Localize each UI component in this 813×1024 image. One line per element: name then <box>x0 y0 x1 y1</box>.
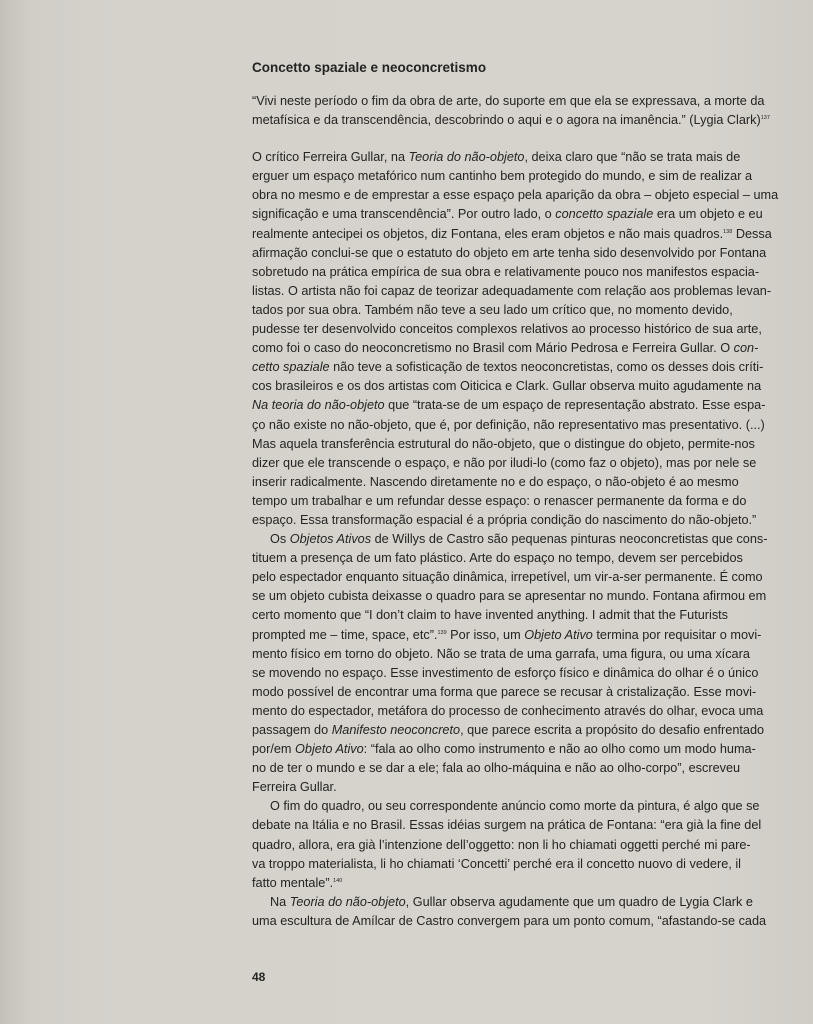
text-span: , que parece escrita a propósito do desafio enfrentado <box>460 723 765 737</box>
text-span: , deixa claro que “não se trata mais de <box>524 150 741 165</box>
text-line <box>252 435 813 454</box>
epigraph-quote <box>252 92 813 130</box>
body-text <box>252 92 813 931</box>
italic-text: Objeto Ativo <box>524 627 593 642</box>
italic-text: Manifesto neoconcreto <box>331 723 461 737</box>
text-line <box>252 320 813 339</box>
text-span: quadro, allora, era già l’intenzione dell’oggetto: non li ho chiamati oggetti perché mi pare- <box>252 837 751 852</box>
footnote-ref: 139 <box>437 629 447 636</box>
text-span: significação e uma transcendência”. Por outro lado, o <box>252 207 556 222</box>
text-span: passagem do <box>252 723 332 737</box>
text-span: mento do espectador, metáfora do processo de conhecimento através do olhar, evoca uma <box>252 703 764 718</box>
text-line <box>252 244 813 263</box>
text-span: tituem a presença de um fato plástico. Arte do espaço no tempo, devem ser percebidos <box>252 551 743 566</box>
text-span: se movendo no espaço. Esse investimento de esforço físico e dinâmica do olhar é o único <box>252 665 759 680</box>
text-line <box>252 358 813 377</box>
text-span: Ferreira Gullar. <box>252 780 337 795</box>
italic-text: cetto spaziale <box>252 360 330 375</box>
text-line <box>252 702 813 721</box>
text-span: afirmação conclui-se que o estatuto do objeto em arte tenha sido desenvolvido por Fontana <box>252 245 767 260</box>
text-line <box>252 167 813 186</box>
text-span: obra no mesmo e de emprestar a esse espaço pela aparição da obra – objeto especial – uma <box>252 188 779 203</box>
text-line <box>252 587 813 606</box>
text-line <box>252 339 813 358</box>
text-span: , Gullar observa agudamente que um quadro de Lygia Clark e <box>405 894 753 909</box>
text-span: se um objeto cubista deixasse o quadro para se apresentar no mundo. Fontana afirmou em <box>252 589 767 604</box>
text-span: prompted me – time, space, etc”. <box>252 627 438 642</box>
text-span: Na <box>270 894 290 909</box>
text-span: Mas aquela transferência estrutural do não-objeto, que o distingue do objeto, permite-nos <box>252 436 755 451</box>
text-line <box>252 282 813 301</box>
text-line <box>252 893 813 912</box>
text-span: Por isso, um <box>446 627 525 642</box>
text-span: listas. O artista não foi capaz de teorizar adequadamente com relação aos problemas levan- <box>252 283 772 298</box>
text-span: cos brasileiros e os dos artistas com Oiticica e Clark. Gullar observa muito agudamente na <box>252 379 762 394</box>
text-span: modo possível de encontrar uma forma que parece se recusar à cristalização. Esse movi- <box>252 684 757 699</box>
text-line <box>252 874 813 893</box>
text-line <box>252 416 813 435</box>
text-span: O fim do quadro, ou seu correspondente anúncio como morte da pintura, é algo que se <box>270 799 760 814</box>
italic-text: Teoria do não-objeto <box>408 150 525 165</box>
text-span: Os <box>270 532 290 547</box>
text-span: tempo um trabalhar e um refundar desse espaço: o renascer permanente da forma e do <box>252 493 747 508</box>
text-line <box>252 454 813 473</box>
text-line <box>252 855 813 874</box>
text-span: realmente antecipei os objetos, diz Fontana, eles eram objetos e não mais quadros. <box>252 226 724 241</box>
text-span: metafísica e da transcendência, descobrindo o aqui e o agora na imanência.” (Lygia Clark) <box>252 113 761 128</box>
text-span: debate na Itália e no Brasil. Essas idéias surgem na prática de Fontana: “era già la fine del <box>252 818 762 833</box>
text-span: : “fala ao olho como instrumento e não ao olho como um modo huma- <box>363 742 756 757</box>
text-span: uma escultura de Amílcar de Castro convergem para um ponto comum, “afastando-se cada <box>252 913 767 928</box>
text-line <box>252 186 813 205</box>
text-span: termina por requisitar o movi- <box>592 627 762 642</box>
text-line <box>252 721 813 740</box>
text-line <box>252 912 813 931</box>
page-number: 48 <box>252 970 266 984</box>
text-line <box>252 664 813 683</box>
text-line <box>252 778 813 797</box>
text-span: va troppo materialista, li ho chiamati ‘Concetti’ perché era il concetto nuovo di vedere, il <box>252 856 741 871</box>
text-line <box>252 740 813 759</box>
text-span: não teve a sofisticação de textos neoconcretistas, como os desses dois críti- <box>329 360 764 375</box>
text-line <box>252 645 813 664</box>
text-span: inserir radicalmente. Nascendo diretamente no e do espaço, o não-objeto é ao mesmo <box>252 474 739 489</box>
epigraph-line <box>252 111 813 130</box>
text-span: Dessa <box>732 226 772 241</box>
text-span: ço não existe no não-objeto, que é, por definição, não representativo mas presentativo. (...) <box>252 417 765 432</box>
footnote-ref: 140 <box>333 877 343 884</box>
text-span: por/em <box>252 742 296 757</box>
text-span: espaço. Essa transformação espacial é a própria condição do nascimento do não-objeto.” <box>252 512 757 527</box>
text-line <box>252 301 813 320</box>
text-span: como foi o caso do neoconcretismo no Brasil com Mário Pedrosa e Ferreira Gullar. O <box>252 341 734 356</box>
text-line <box>252 530 813 549</box>
italic-text: concetto spaziale <box>555 207 654 222</box>
italic-text: Teoria do não-objeto <box>289 894 406 909</box>
text-line <box>252 836 813 855</box>
section-heading: Concetto spaziale e neoconcretismo <box>252 60 487 75</box>
epigraph-line <box>252 92 813 111</box>
text-line <box>252 511 813 530</box>
text-line <box>252 148 813 167</box>
text-span: certo momento que “I don’t claim to have invented anything. I admit that the Futurists <box>252 608 729 623</box>
italic-text: Objetos Ativos <box>289 532 372 547</box>
text-line <box>252 377 813 396</box>
italic-text: Na teoria do não-objeto <box>252 398 385 413</box>
body-paragraphs <box>252 148 813 931</box>
italic-text: con- <box>733 341 759 356</box>
text-span: sobretudo na prática empírica de sua obra e relativamente pouco nos manifestos espacia- <box>252 264 760 279</box>
text-span: erguer um espaço metafórico num cantinho bem protegido do mundo, e sim de realizar a <box>252 169 753 184</box>
text-line <box>252 626 813 645</box>
text-line <box>252 759 813 778</box>
text-line <box>252 683 813 702</box>
text-line <box>252 568 813 587</box>
text-span: O crítico Ferreira Gullar, na <box>252 150 409 165</box>
text-line <box>252 205 813 224</box>
text-span: fatto mentale”. <box>252 875 334 890</box>
text-line <box>252 492 813 511</box>
paragraph-gap <box>252 130 813 148</box>
text-line <box>252 225 813 244</box>
text-line <box>252 396 813 415</box>
text-span: mento físico em torno do objeto. Não se trata de uma garrafa, uma figura, ou uma xícara <box>252 646 750 661</box>
text-span: de Willys de Castro são pequenas pinturas neoconcretistas que cons- <box>371 532 768 547</box>
text-span: que “trata-se de um espaço de representação abstrato. Esse espa- <box>384 398 766 413</box>
text-line <box>252 797 813 816</box>
text-span: era um objeto e eu <box>653 207 763 222</box>
text-line <box>252 606 813 625</box>
footnote-ref: 137 <box>760 115 770 122</box>
italic-text: Objeto Ativo <box>295 742 364 757</box>
text-span: pelo espectador enquanto situação dinâmica, irrepetível, um vir-a-ser permanente. É como <box>252 570 763 585</box>
text-span: dizer que ele transcende o espaço, e não por iludi-lo (como faz o objeto), mas por nele se <box>252 455 757 470</box>
text-span: tados por sua obra. Também não teve a seu lado um crítico que, no momento devido, <box>252 302 733 317</box>
footnote-ref: 138 <box>723 228 733 235</box>
text-line <box>252 816 813 835</box>
text-span: pudesse ter desenvolvido conceitos complexos relativos ao processo histórico de sua arte, <box>252 322 762 337</box>
text-line <box>252 263 813 282</box>
text-line <box>252 473 813 492</box>
text-span: “Vivi neste período o fim da obra de arte, do suporte em que ela se expressava, a morte da <box>252 94 765 108</box>
text-line <box>252 549 813 568</box>
text-span: no de ter o mundo e se dar a ele; fala ao olho-máquina e não ao olho-corpo”, escreveu <box>252 761 741 776</box>
